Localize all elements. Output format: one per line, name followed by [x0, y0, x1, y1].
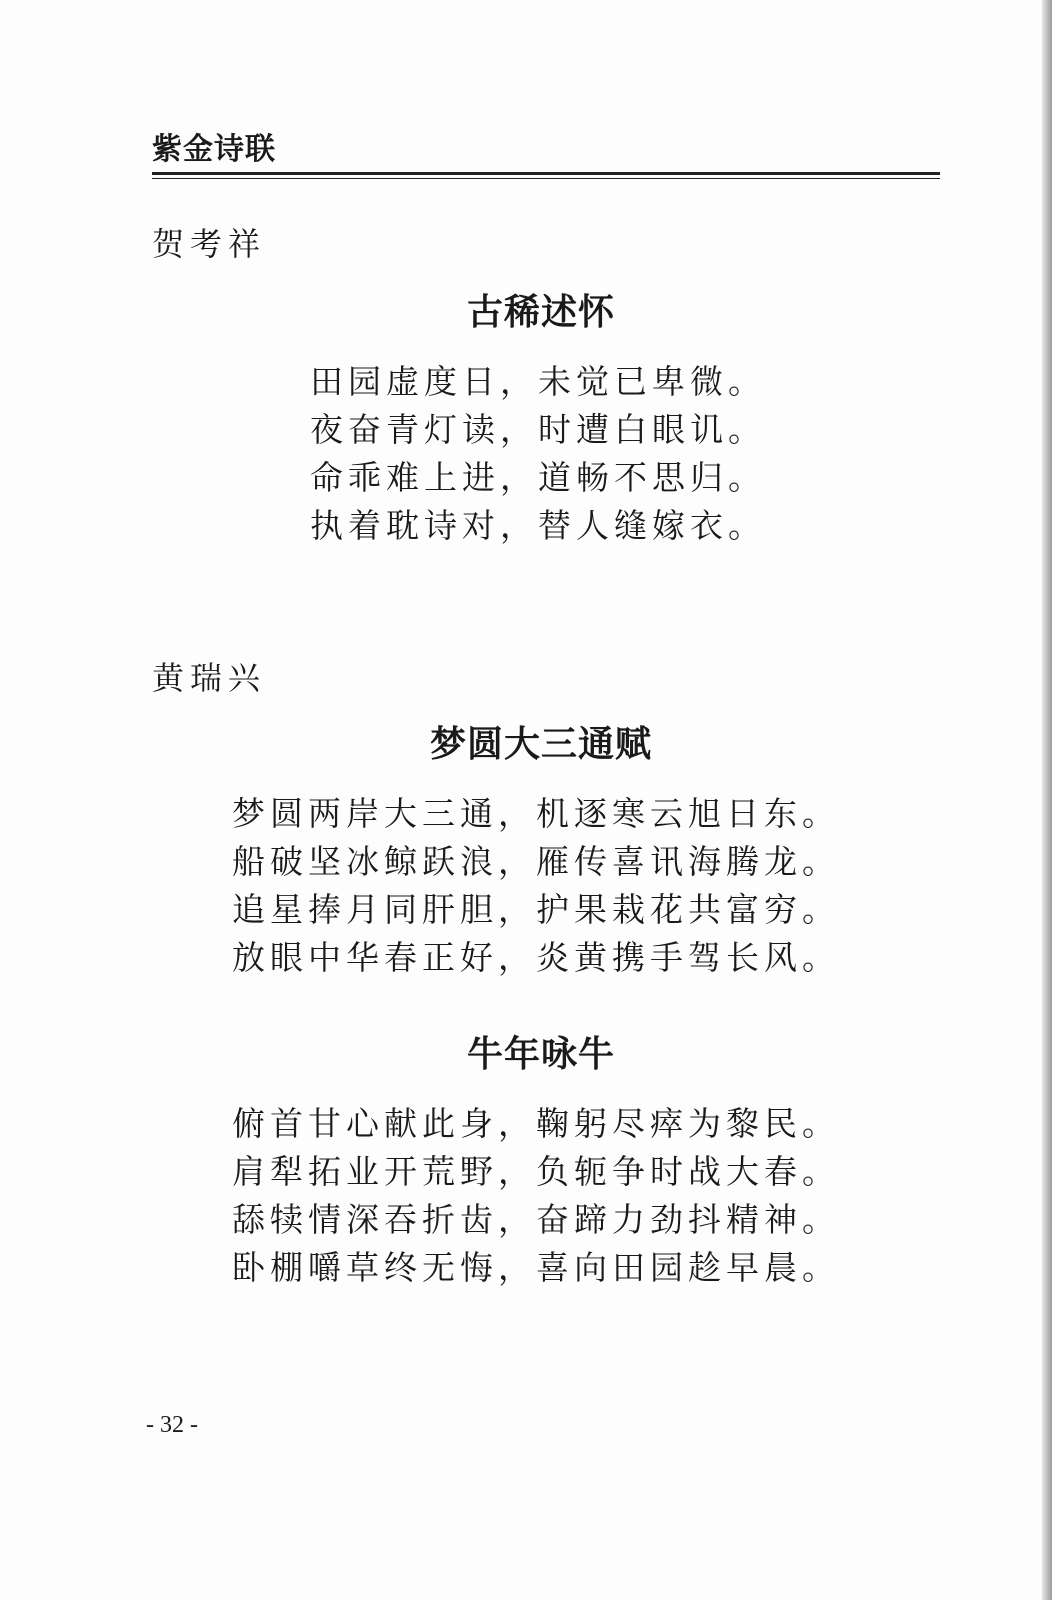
poem-line: 命乖难上进，道畅不思归。: [310, 458, 766, 497]
running-header-title: 紫金诗联: [152, 132, 276, 167]
poem-title: 梦圆大三通赋: [429, 723, 652, 765]
poem-line: 肩犁拓业开荒野，负轭争时战大春。: [232, 1152, 840, 1191]
header-rule-thin: [152, 178, 940, 179]
header-rule-thick: [152, 172, 940, 175]
page-edge-shadow: [1042, 0, 1052, 1600]
poem-line: 执着耽诗对，替人缝嫁衣。: [310, 506, 766, 545]
poem-line: 船破坚冰鲸跃浪，雁传喜讯海腾龙。: [232, 842, 840, 881]
poem-line: 田园虚度日，未觉已卑微。: [310, 362, 766, 401]
poem-line: 俯首甘心献此身，鞠躬尽瘁为黎民。: [232, 1104, 840, 1143]
author-name: 贺考祥: [152, 225, 267, 263]
poem-title: 古稀述怀: [466, 291, 615, 333]
poem-body: [232, 1100, 840, 1292]
poem-body: [310, 358, 766, 550]
page-number: - 32 -: [146, 1412, 198, 1438]
poem-line: 追星捧月同肝胆，护果栽花共富穷。: [232, 890, 840, 929]
poem-line: 放眼中华春正好，炎黄携手驾长风。: [232, 938, 840, 977]
poem-title: 牛年咏牛: [466, 1033, 615, 1075]
author-name: 黄瑞兴: [152, 659, 267, 697]
poem-line: 夜奋青灯读，时遭白眼讥。: [310, 410, 766, 449]
poem-line: 卧棚嚼草终无悔，喜向田园趁早晨。: [232, 1248, 840, 1287]
poem-line: 梦圆两岸大三通，机逐寒云旭日东。: [232, 794, 840, 833]
poem-line: 舔犊情深吞折齿，奋蹄力劲抖精神。: [232, 1200, 840, 1239]
poem-body: [232, 790, 840, 982]
